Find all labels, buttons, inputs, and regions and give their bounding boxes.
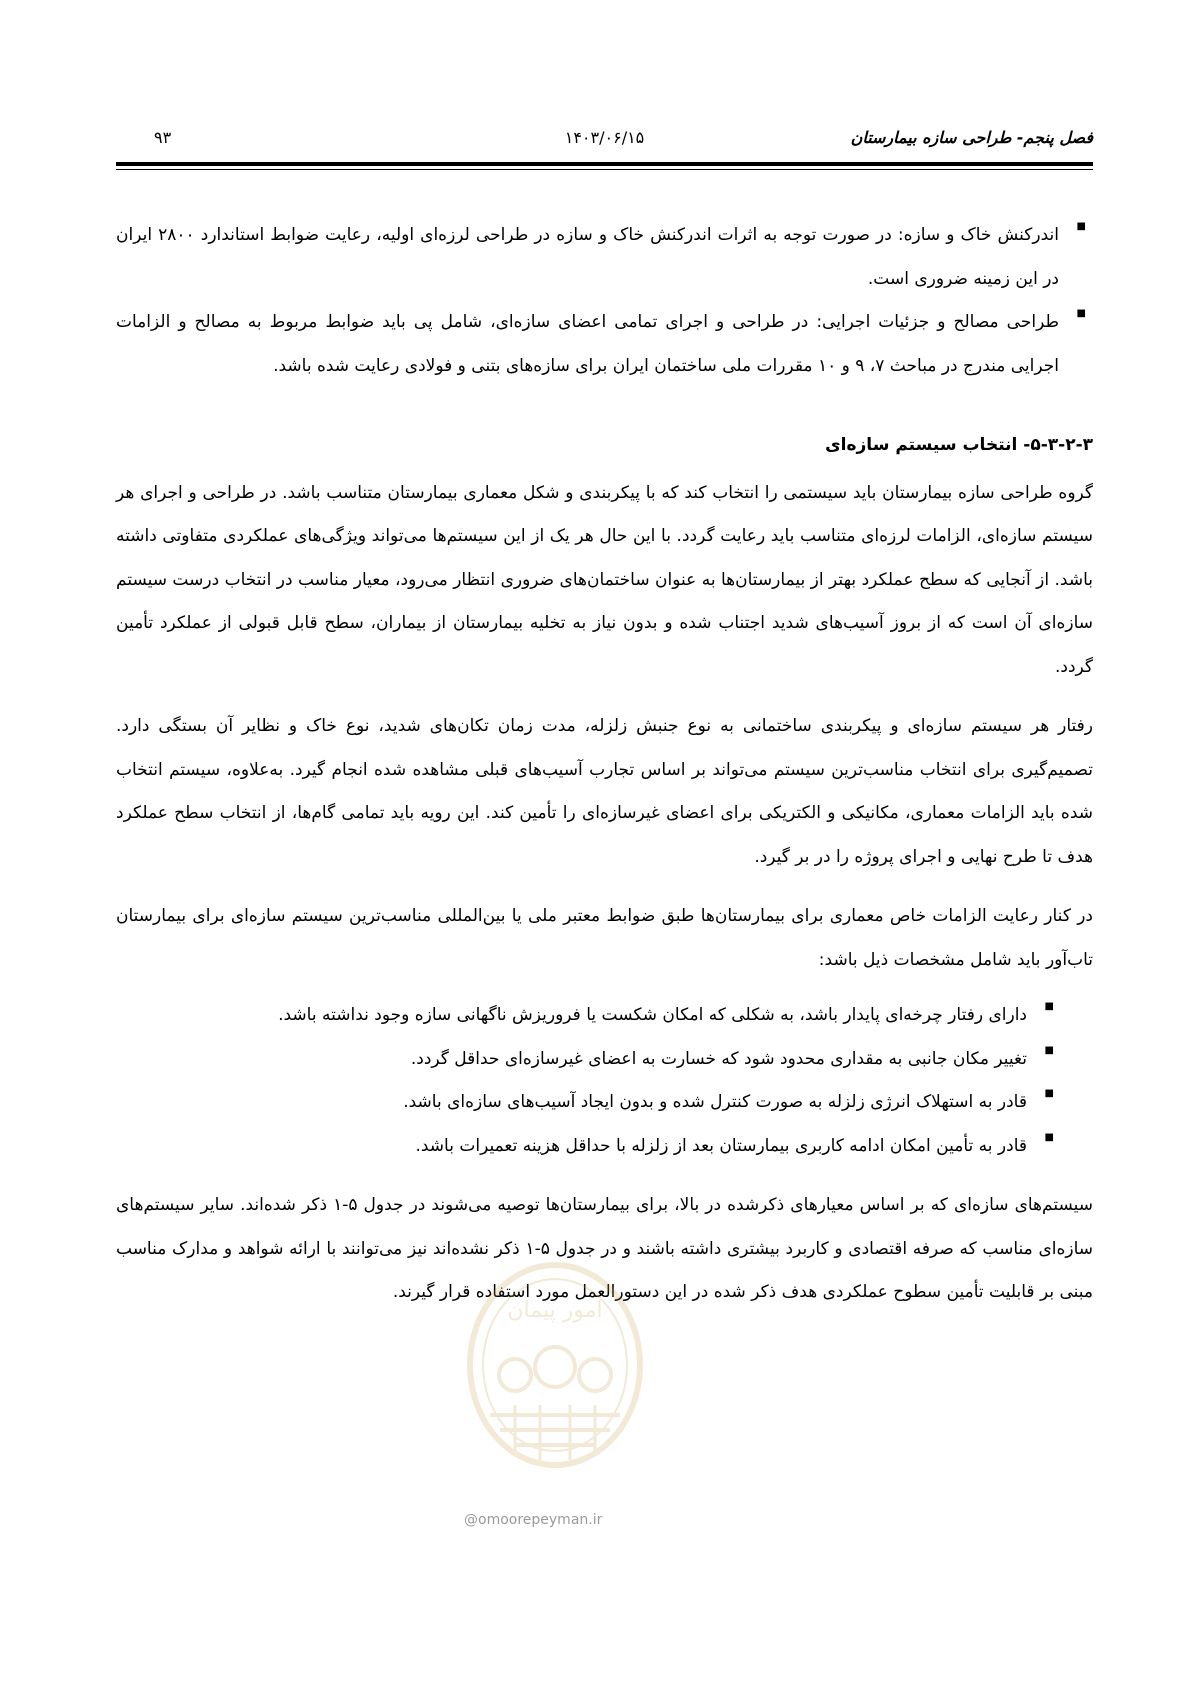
- square-bullet-icon: ■: [1044, 1001, 1054, 1013]
- paragraph: رفتار هر سیستم سازه‌ای و پیکربندی ساختمانی به نوع جنبش زلزله، مدت زمان تکان‌های شدید، نوع خاک و نظایر آن بستگی دارد. تصمیم‌گیری برای انتخاب مناسب‌ترین سیستم می‌تواند بر اساس تجارب آسیب‌های قبلی مشاهده شده انجام گیرد. به‌علاوه، سیستم انتخاب شده باید الزامات معماری، مکانیکی و الکتریکی برای اعضای غیرسازه‌ای را تأمین کند. این رویه باید تمامی گام‌ها، از انتخاب سطح عملکرد هدف تا طرح نهایی و اجرای پروژه را در بر گیرد.: [116, 716, 1093, 867]
- square-bullet-icon: ■: [1044, 1044, 1054, 1056]
- bullet-list-criteria: [116, 994, 1093, 1168]
- square-bullet-icon: ■: [1044, 1088, 1054, 1100]
- chapter-title: فصل پنجم- طراحی سازه بیمارستان: [850, 128, 1093, 147]
- list-item-text: قادر به تأمین امکان ادامه کاربری بیمارستان بعد از زلزله با حداقل هزینه تعمیرات باشد.: [415, 1135, 1027, 1156]
- header-rule-thin: [116, 169, 1093, 170]
- square-bullet-icon: ■: [1044, 1131, 1054, 1143]
- header-date: ۱۴۰۳/۰۶/۱۵: [564, 128, 645, 147]
- list-item-text: اندرکنش خاک و سازه: در صورت توجه به اثرات اندرکنش خاک و سازه در طراحی لرزه‌ای اولیه، رعایت ضوابط استاندارد ۲۸۰۰ ایران در این زمینه ضروری است.: [116, 225, 1059, 289]
- bullet-list-top: [116, 214, 1093, 388]
- list-item: [116, 214, 1093, 301]
- list-item-text: دارای رفتار چرخه‌ای پایدار باشد، به شکلی که امکان شکست یا فروریزش ناگهانی سازه وجود نداشته باشد.: [278, 1005, 1027, 1026]
- section-heading: ۵-۳-۲-۳- انتخاب سیستم سازه‌ای: [825, 435, 1093, 456]
- paragraph: در کنار رعایت الزامات خاص معماری برای بیمارستان‌ها طبق ضوابط معتبر ملی یا بین‌المللی مناسب‌ترین سیستم سازه‌ای برای بیمارستان تاب‌آور باید شامل مشخصات ذیل باشد:: [116, 906, 1093, 970]
- list-item: [116, 994, 1061, 1038]
- page-header: [116, 128, 1093, 158]
- page-number: ۹۳: [154, 128, 172, 147]
- list-item-text: قادر به استهلاک انرژی زلزله به صورت کنترل شده و بدون ایجاد آسیب‌های سازه‌ای باشد.: [403, 1092, 1027, 1113]
- list-item: [116, 1125, 1061, 1169]
- watermark-logo-icon: [460, 1255, 650, 1505]
- closing-paragraph: سیستم‌های سازه‌ای که بر اساس معیارهای ذکرشده در بالا، برای بیمارستان‌ها توصیه می‌شوند در جدول ۵-۱ ذکر شده‌اند. سایر سیستم‌های سازه‌ای مناسب که صرفه اقتصادی و کاربرد بیشتری داشته باشند و در جدول ۵-۱ ذکر نشده‌اند نیز می‌توانند با ارائه شواهد و مدارک مناسب مبنی بر قابلیت تأمین سطوح عملکردی هدف ذکر شده در این دستورالعمل مورد استفاده قرار گیرند.: [116, 1195, 1094, 1303]
- watermark-site: @omoorepeyman.ir: [464, 1512, 603, 1528]
- header-rule-thick: [116, 162, 1093, 166]
- list-item: [116, 1081, 1061, 1125]
- list-item: [116, 1038, 1061, 1082]
- paragraph: گروه طراحی سازه بیمارستان باید سیستمی را انتخاب کند که با پیکربندی و شکل معماری بیمارستان متناسب باشد. در طراحی و اجرای هر سیستم سازه‌ای، الزامات لرزه‌ای متناسب باید رعایت گردد. با این حال هر یک از این سیستم‌ها می‌تواند ویژگی‌های عملکردی متفاوتی داشته باشد. از آنجایی که سطح عملکرد بهتر از بیمارستان‌ها به عنوان ساختمان‌های ضروری انتظار می‌رود، معیار مناسب در انتخاب درست سیستم سازه‌ای آن است که از بروز آسیب‌های شدید اجتناب شده و بدون نیاز به تخلیه بیمارستان از بیماران، سطح قابل قبولی از عملکرد تأمین گردد.: [116, 482, 1093, 677]
- watermark-logo-text: امور پیمان: [507, 1298, 603, 1323]
- square-bullet-icon: ■: [1076, 308, 1086, 320]
- square-bullet-icon: ■: [1076, 221, 1086, 232]
- list-item: [116, 301, 1093, 388]
- list-item-text: طراحی مصالح و جزئیات اجرایی: در طراحی و اجرای تمامی اعضای سازه‌ای، شامل پی باید ضوابط مربوط به مصالح و الزامات اجرایی مندرج در مباحث ۷، ۹ و ۱۰ مقررات ملی ساختمان ایران برای سازه‌های بتنی و فولادی رعایت شده باشد.: [116, 312, 1059, 376]
- page-content: [116, 214, 1093, 1327]
- list-item-text: تغییر مکان جانبی به مقداری محدود شود که خسارت به اعضای غیرسازه‌ای حداقل گردد.: [410, 1048, 1027, 1069]
